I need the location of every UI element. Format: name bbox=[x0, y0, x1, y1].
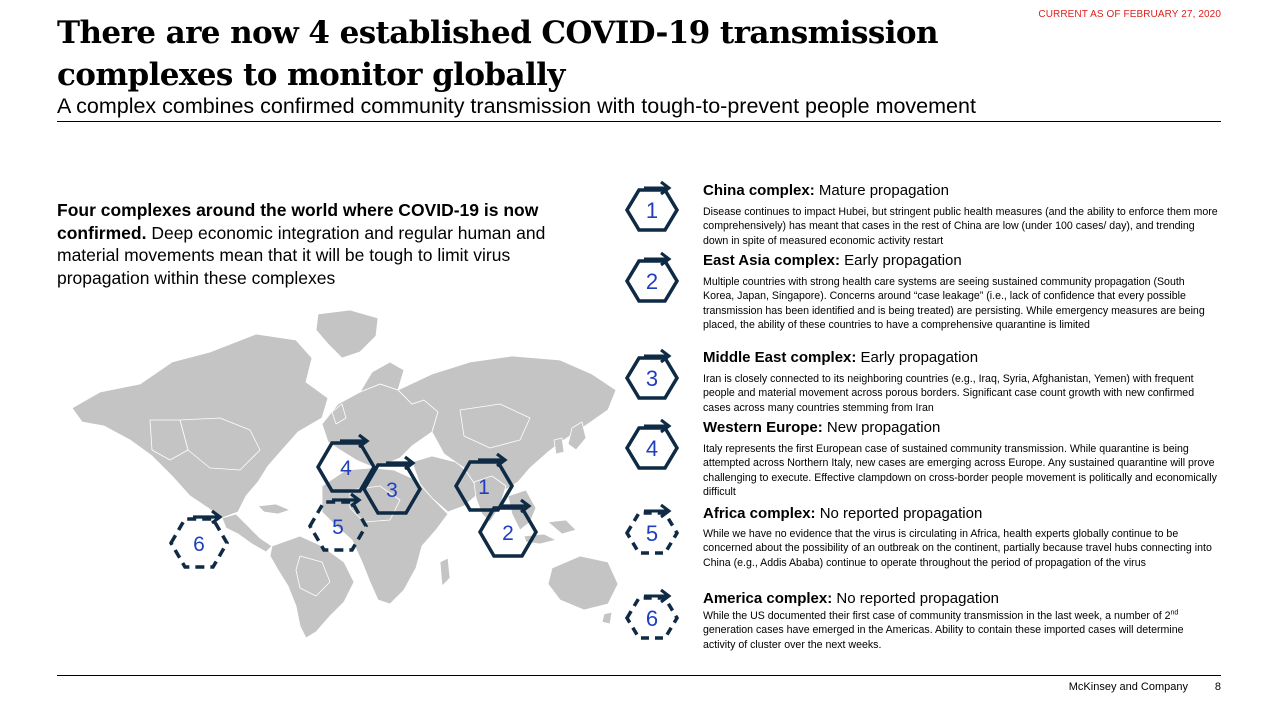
map-central-america bbox=[222, 514, 272, 552]
complex-4-body: Italy represents the first European case of sustained community transmission. While quarantine is being attempted across Northern Italy, new cases are emerging across Europe. Any sustained quarantine will prove challenging to execute. Effective clampdown on cross-border people movement is politically and economically difficult bbox=[703, 443, 1217, 498]
date-tag: CURRENT AS OF FEBRUARY 27, 2020 bbox=[1038, 9, 1221, 20]
map-australia bbox=[548, 556, 618, 610]
complex-5-heading bbox=[703, 505, 982, 523]
complex-4-icon bbox=[624, 418, 680, 474]
complex-1-number: 1 bbox=[645, 198, 659, 223]
complex-1-body: Disease continues to impact Hubei, but stringent public health measures (and the ability to enforce them more comprehensively) has meant that cases in the rest of China are low (under 100 cases/ day), and trending down in spite of measured economic activity restart bbox=[703, 206, 1218, 247]
complex-4-number: 4 bbox=[645, 436, 659, 461]
complex-6-icon bbox=[624, 588, 680, 644]
complex-6-body-before: While the US documented their first case of community transmission in the last week, a number of 2 bbox=[703, 610, 1171, 622]
complex-2-number: 2 bbox=[645, 269, 659, 294]
page-number: 8 bbox=[1214, 681, 1221, 693]
complex-5-icon bbox=[624, 503, 680, 559]
complex-4-name: Western Europe: bbox=[703, 419, 823, 436]
intro-rest: Deep economic integration and regular human and material movements mean that it will be tough to limit virus propagation within these complexes bbox=[57, 222, 546, 288]
complex-2-icon bbox=[624, 251, 680, 307]
complex-3-icon bbox=[624, 348, 680, 404]
intro-bold: Four complexes around the world where COVID-19 is now confirmed. bbox=[57, 200, 539, 243]
map-marker-3-number: 3 bbox=[386, 479, 398, 502]
map-marker-4-number: 4 bbox=[340, 457, 352, 480]
complex-6-number: 6 bbox=[645, 606, 659, 631]
complex-5-number: 5 bbox=[645, 521, 659, 546]
map-marker-6-number: 6 bbox=[193, 533, 205, 556]
complex-6-body-after: generation cases have emerged in the Americas. Ability to contain these imported cases will determine activity of cluster over the next weeks. bbox=[703, 624, 1184, 651]
world-map bbox=[60, 300, 620, 640]
complex-1-heading bbox=[703, 182, 949, 200]
map-marker-5-number: 5 bbox=[332, 516, 344, 539]
complex-3-status: Early propagation bbox=[856, 349, 979, 366]
complex-5-name: Africa complex: bbox=[703, 505, 816, 522]
complex-6-heading bbox=[703, 590, 999, 608]
complex-4-status: New propagation bbox=[822, 419, 941, 436]
complex-1-status: Mature propagation bbox=[814, 182, 949, 199]
complex-1-name: China complex: bbox=[703, 182, 815, 199]
complex-4-heading bbox=[703, 419, 940, 437]
complex-6-body bbox=[703, 609, 1218, 652]
complex-2-name: East Asia complex: bbox=[703, 252, 840, 269]
page-title: There are now 4 established COVID-19 transmission complexes to monitor globally bbox=[57, 15, 938, 93]
footer-divider bbox=[57, 675, 1221, 676]
complex-2-body: Multiple countries with strong health care systems are seeing sustained community propagation (South Korea, Japan, Singapore). Concerns around “case leakage” (i.e., lack of confidence that every possible transmission has been identified and is being treated) are persisting. While emergency measures are being placed, the ability of these countries to have a comprehensive quarantine is limited bbox=[703, 276, 1205, 331]
complex-2-status: Early propagation bbox=[840, 252, 962, 269]
page-subtitle: A complex combines confirmed community transmission with tough-to-prevent people movement bbox=[57, 94, 976, 118]
footer-brand: McKinsey and Company bbox=[1068, 681, 1188, 693]
complex-3-number: 3 bbox=[645, 366, 659, 391]
intro-paragraph bbox=[57, 199, 577, 289]
complex-1-icon bbox=[624, 180, 680, 236]
complex-2-heading bbox=[703, 252, 962, 270]
complex-6-name: America complex: bbox=[703, 590, 833, 607]
complex-3-body: Iran is closely connected to its neighboring countries (e.g., Iraq, Syria, Afghanistan, Yemen) with frequent people and material movement across porous borders. Significant case count growth with new confirmed cases across many countries stemming from Iran bbox=[703, 373, 1195, 414]
complex-5-body: While we have no evidence that the virus is circulating in Africa, health experts globally continue to be concerned about the possibility of an outbreak on the continent, partially because travel hubs connecting into China (e.g., Addis Ababa) continue to operate throughout the period of propagation of the virus bbox=[703, 528, 1212, 569]
complex-3-heading bbox=[703, 349, 978, 367]
complex-6-body-sup: nd bbox=[1170, 609, 1179, 617]
map-marker-2-number: 2 bbox=[502, 522, 514, 545]
header-divider bbox=[57, 121, 1221, 122]
map-marker-6 bbox=[171, 511, 227, 567]
complex-5-status: No reported propagation bbox=[815, 505, 983, 522]
complex-3-name: Middle East complex: bbox=[703, 349, 857, 366]
complex-6-status: No reported propagation bbox=[832, 590, 1000, 607]
map-greenland bbox=[316, 310, 378, 358]
map-marker-1-number: 1 bbox=[478, 476, 490, 499]
